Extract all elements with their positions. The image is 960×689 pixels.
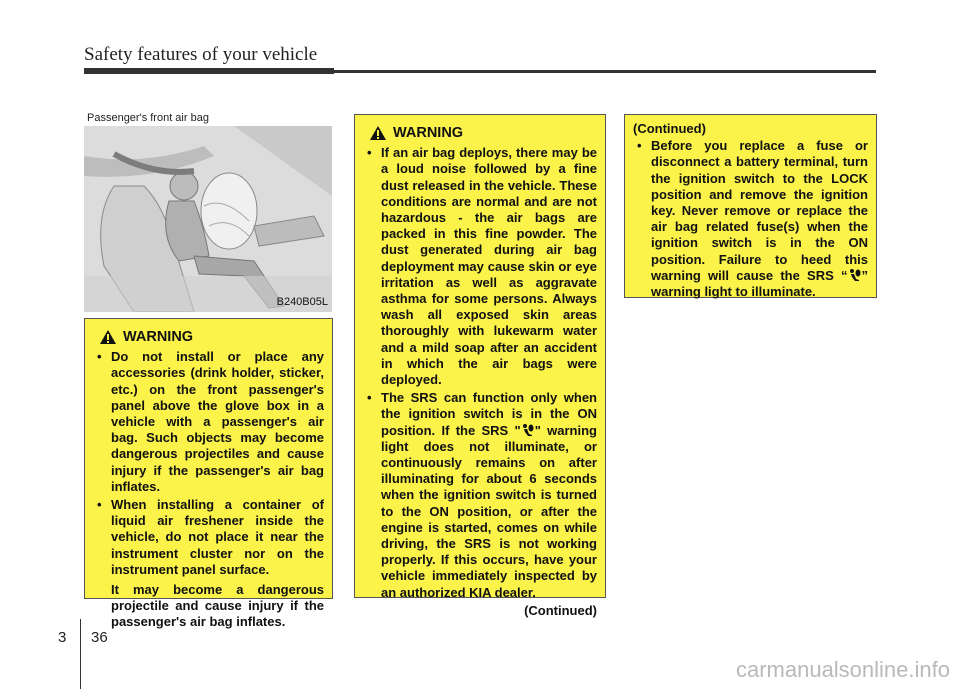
warning-text: Before you replace a fuse or disconnect a battery terminal, turn the ignition switch to the LOCK position and remove the ignition key. Never remove or replace the air bag related fuse(s) when the ignition switch is in the ON position. Failure to heed this warning will cause the SRS “ xyxy=(651,138,868,283)
warning-triangle-icon xyxy=(369,125,387,141)
warning-item: • When installing a container of liquid air freshener inside the vehicle, do not place it near the instrument cluster nor on the instrument panel surface. xyxy=(93,497,324,578)
warning-header xyxy=(99,329,324,345)
warning-triangle-icon xyxy=(99,329,117,345)
figure-caption: Passenger's front air bag xyxy=(87,112,209,124)
warning-text: The SRS can function only when the ignition switch is in the ON position. If the SRS " xyxy=(381,390,597,438)
continued-label: (Continued) xyxy=(524,602,597,618)
warning-text: ” warning light to illuminate. xyxy=(651,267,868,300)
warning-title: WARNING xyxy=(393,125,464,141)
warning-item: • If an air bag deploys, there may be a loud noise followed by a fine dust released in the vehicle. These conditions are normal and are not hazardous - the air bags are packed in this fine powder. The dust generated during air bag deployment may cause skin or eye irritation as well as aggravate asthma for some persons. Always wash all exposed skin areas thoroughly with lukewarm water and a mild soap after an accident in which the air bags were deployed. xyxy=(363,145,597,388)
page-number-divider xyxy=(80,619,81,689)
warning-list xyxy=(633,138,868,300)
chapter-number: 3 xyxy=(58,629,67,646)
figure-code: B240B05L xyxy=(276,296,328,308)
header-rule-accent xyxy=(84,68,334,74)
page-number: 36 xyxy=(91,629,108,646)
srs-airbag-icon xyxy=(848,268,862,282)
warning-box-fuse xyxy=(624,114,877,298)
warning-paragraph: It may become a dangerous projectile and cause injury if the passenger's air bag inflates. xyxy=(111,582,324,630)
warning-list xyxy=(93,349,324,578)
warning-item xyxy=(363,390,597,601)
page-header-title: Safety features of your vehicle xyxy=(84,44,318,65)
warning-box-deployment xyxy=(354,114,606,618)
warning-text: " warning light does not illuminate, or continuously remains on after illuminating for about 6 seconds when the ignition switch is turned to the ON position, or after the engine is started, comes on while driving, the SRS is not working properly. If this occurs, have your vehicle immediately inspected by an authorized KIA dealer. xyxy=(381,422,597,600)
continued-heading: (Continued) xyxy=(633,121,706,136)
watermark: carmanualsonline.info xyxy=(735,657,950,682)
warning-box-accessories xyxy=(84,318,333,630)
warning-list xyxy=(363,145,597,601)
srs-airbag-icon xyxy=(521,423,535,437)
warning-item xyxy=(633,138,868,300)
warning-title: WARNING xyxy=(123,329,194,345)
warning-header xyxy=(369,125,597,141)
airbag-illustration-graphic xyxy=(84,126,332,312)
warning-item: • Do not install or place any accessories (drink holder, sticker, etc.) on the front passenger's panel above the glove box in a vehicle with a passenger's air bag. Such objects may become dangerous projectiles and cause injury if the passenger's air bag inflates. xyxy=(93,349,324,495)
airbag-illustration xyxy=(84,126,332,312)
